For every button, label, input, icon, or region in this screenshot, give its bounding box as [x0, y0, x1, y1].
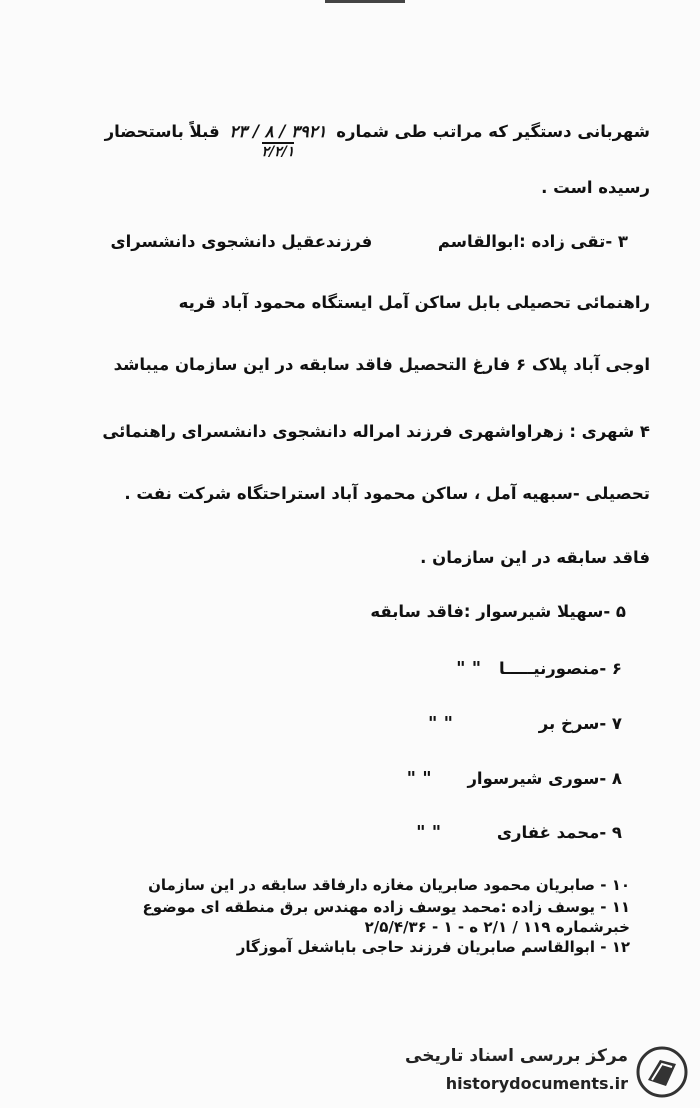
ditto-mark: " ": [406, 768, 432, 789]
item-11: ۱۱ - یوسف زاده :محمد یوسف زاده مهندس برق منطقه ای موضوع: [142, 898, 630, 916]
book-logo-icon: [636, 1046, 688, 1098]
header-number-block: ۳۹۲۱ / ۸ / ۲۳ ۲/۲/۱: [229, 122, 327, 160]
line-7: تحصیلی -سبهیه آمل ، ساکن محمود آباد استراحتگاه شرکت نفت .: [124, 484, 650, 503]
item-6: ۶ -منصورنیـــــا " ": [456, 658, 622, 679]
item-12: ۱۲ - ابوالقاسم صابریان فرزند حاجی باباشغل آموزگار: [236, 938, 630, 956]
item-7: ۷ -سرخ بر " ": [427, 713, 622, 734]
line-4: راهنمائی تحصیلی بابل ساکن آمل ایستگاه محمود آباد قریه: [178, 293, 650, 312]
header-line: شهربانی دستگیر که مراتب طی شماره ۳۹۲۱ / ۸ / ۲۳ ۲/۲/۱ قبلاً باستحضار: [104, 122, 650, 160]
item-10: ۱۰ - صابریان محمود صابریان مغازه دارفاقد سابقه در این سازمان: [148, 876, 630, 894]
line-5: اوجی آباد پلاک ۶ فارغ التحصیل فاقد سابقه در این سازمان میباشد: [113, 355, 650, 374]
item-8: ۸ -سوری شیرسوار " ": [406, 768, 622, 789]
line-6: ۴ شهری : زهراواشهری فرزند امراله دانشجوی دانشسرای راهنمائی: [102, 422, 650, 441]
item-3: ۳ -تقی زاده :ابوالقاسم فرزندعقیل دانشجوی دانشسرای: [110, 232, 628, 251]
ditto-mark: " ": [416, 822, 442, 843]
watermark: [402, 1042, 692, 1102]
item-11-continued: خبرشماره ۱۱۹ / ۲/۱ ه - ۱ - ۲/۵/۴/۳۶: [364, 918, 630, 936]
line-8: فاقد سابقه در این سازمان .: [420, 548, 650, 567]
watermark-org-name: مرکز بررسی اسناد تاریخی: [405, 1046, 628, 1066]
ditto-mark: " ": [456, 658, 482, 679]
item-9: ۹ -محمد غفاری " ": [416, 822, 622, 843]
ditto-mark: " ": [427, 713, 453, 734]
item-5: ۵ -سهیلا شیرسوار :فاقد سابقه: [370, 602, 626, 621]
watermark-website: historydocuments.ir: [445, 1074, 628, 1093]
line-2: رسیده است .: [541, 178, 650, 197]
